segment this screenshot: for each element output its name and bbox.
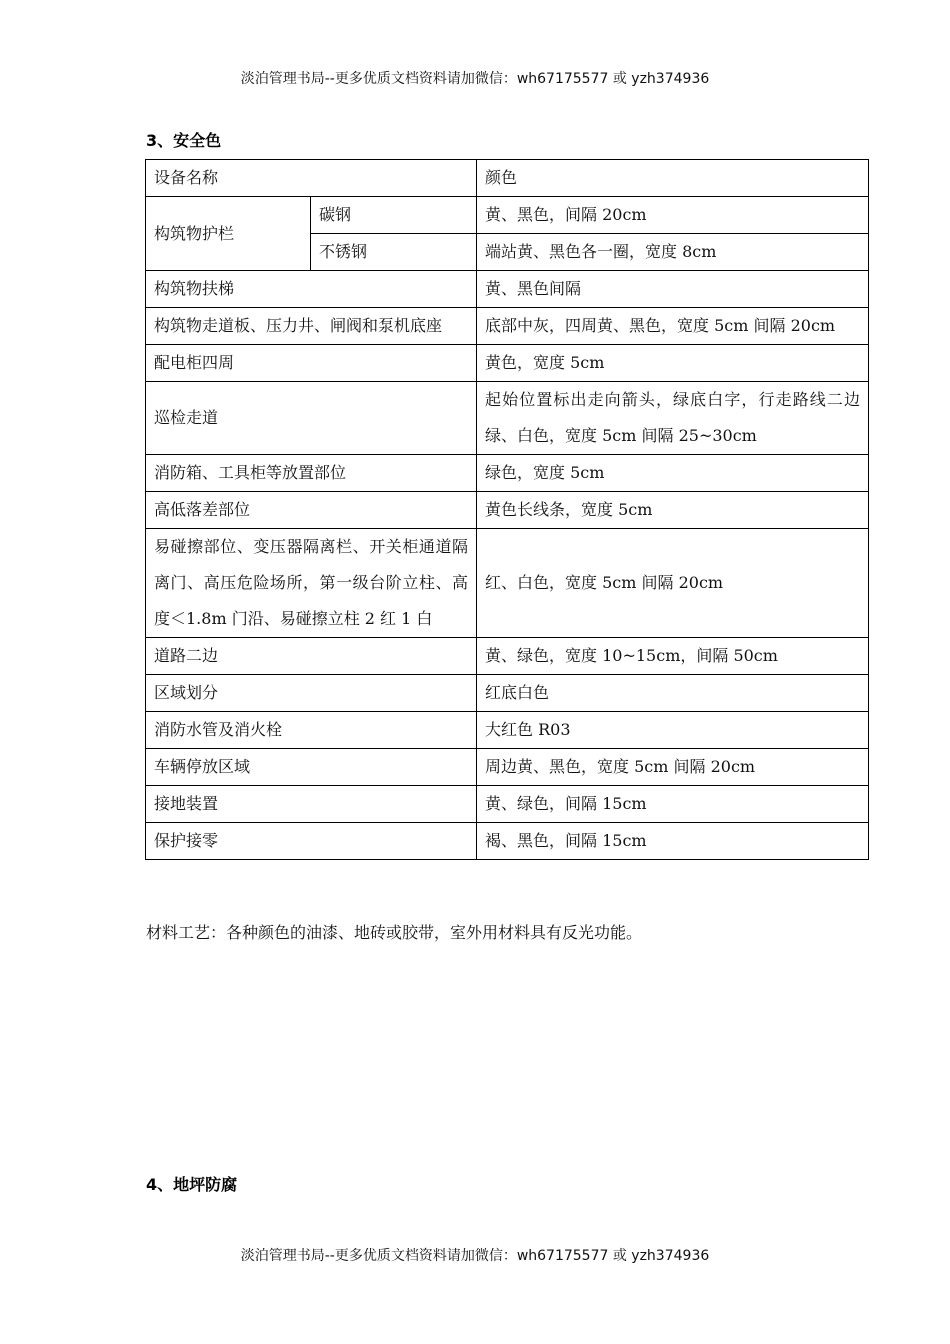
device-cell: 构筑物扶梯: [146, 271, 477, 308]
color-cell: 红底白色: [477, 675, 869, 712]
table-row: [146, 638, 869, 675]
safety-color-table: [145, 159, 869, 860]
color-cell: 周边黄、黑色，宽度 5cm 间隔 20cm: [477, 749, 869, 786]
table-row: [146, 308, 869, 345]
device-cell: 巡检走道: [146, 382, 477, 455]
color-cell: 底部中灰，四周黄、黑色，宽度 5cm 间隔 20cm: [477, 308, 869, 345]
device-cell: 道路二边: [146, 638, 477, 675]
color-cell: 黄色长线条，宽度 5cm: [477, 492, 869, 529]
carbon-steel-cell: 碳钢: [311, 197, 477, 234]
table-row: [146, 786, 869, 823]
color-cell: 黄、绿色，间隔 15cm: [477, 786, 869, 823]
color-cell: 起始位置标出走向箭头，绿底白字，行走路线二边绿、白色，宽度 5cm 间隔 25~30cm: [477, 382, 869, 455]
color-cell: 绿色，宽度 5cm: [477, 455, 869, 492]
page-footer: 淡泊管理书局--更多优质文档资料请加微信：wh67175577 或 yzh374936: [240, 1248, 710, 1264]
header-device-name: 设备名称: [146, 160, 477, 197]
page-header: 淡泊管理书局--更多优质文档资料请加微信：wh67175577 或 yzh374936: [240, 71, 710, 87]
header-color: 颜色: [477, 160, 869, 197]
table-row: [146, 529, 869, 638]
device-cell: 高低落差部位: [146, 492, 477, 529]
color-cell: 黄、绿色，宽度 10~15cm，间隔 50cm: [477, 638, 869, 675]
table-row: [146, 382, 869, 455]
device-cell: 保护接零: [146, 823, 477, 860]
section-3-title: 3、安全色: [146, 131, 222, 150]
device-cell: 车辆停放区域: [146, 749, 477, 786]
section-4-title: 4、地坪防腐: [146, 1175, 238, 1194]
table-row: [146, 345, 869, 382]
device-cell: 消防箱、工具柜等放置部位: [146, 455, 477, 492]
color-cell: 红、白色，宽度 5cm 间隔 20cm: [477, 529, 869, 638]
table-row: [146, 749, 869, 786]
device-cell: 构筑物走道板、压力井、闸阀和泵机底座: [146, 308, 477, 345]
carbon-steel-color-cell: 黄、黑色，间隔 20cm: [477, 197, 869, 234]
table-row: [146, 455, 869, 492]
color-cell: 大红色 R03: [477, 712, 869, 749]
guardrail-cell: 构筑物护栏: [146, 197, 311, 271]
material-note: 材料工艺：各种颜色的油漆、地砖或胶带，室外用材料具有反光功能。: [146, 923, 643, 942]
color-cell: 黄色，宽度 5cm: [477, 345, 869, 382]
color-cell: 黄、黑色间隔: [477, 271, 869, 308]
table-row: [146, 823, 869, 860]
table-row: [146, 712, 869, 749]
table-header-row: [146, 160, 869, 197]
table-row: [146, 271, 869, 308]
device-cell: 易碰擦部位、变压器隔离栏、开关柜通道隔离门、高压危险场所，第一级台阶立柱、高度＜1.8m 门沿、易碰擦立柱 2 红 1 白: [146, 529, 477, 638]
stainless-steel-cell: 不锈钢: [311, 234, 477, 271]
stainless-steel-color-cell: 端站黄、黑色各一圈，宽度 8cm: [477, 234, 869, 271]
table-row: [146, 492, 869, 529]
device-cell: 配电柜四周: [146, 345, 477, 382]
device-cell: 区域划分: [146, 675, 477, 712]
color-cell: 褐、黑色，间隔 15cm: [477, 823, 869, 860]
device-cell: 消防水管及消火栓: [146, 712, 477, 749]
table-row: [146, 675, 869, 712]
table-row: [146, 197, 869, 234]
device-cell: 接地装置: [146, 786, 477, 823]
